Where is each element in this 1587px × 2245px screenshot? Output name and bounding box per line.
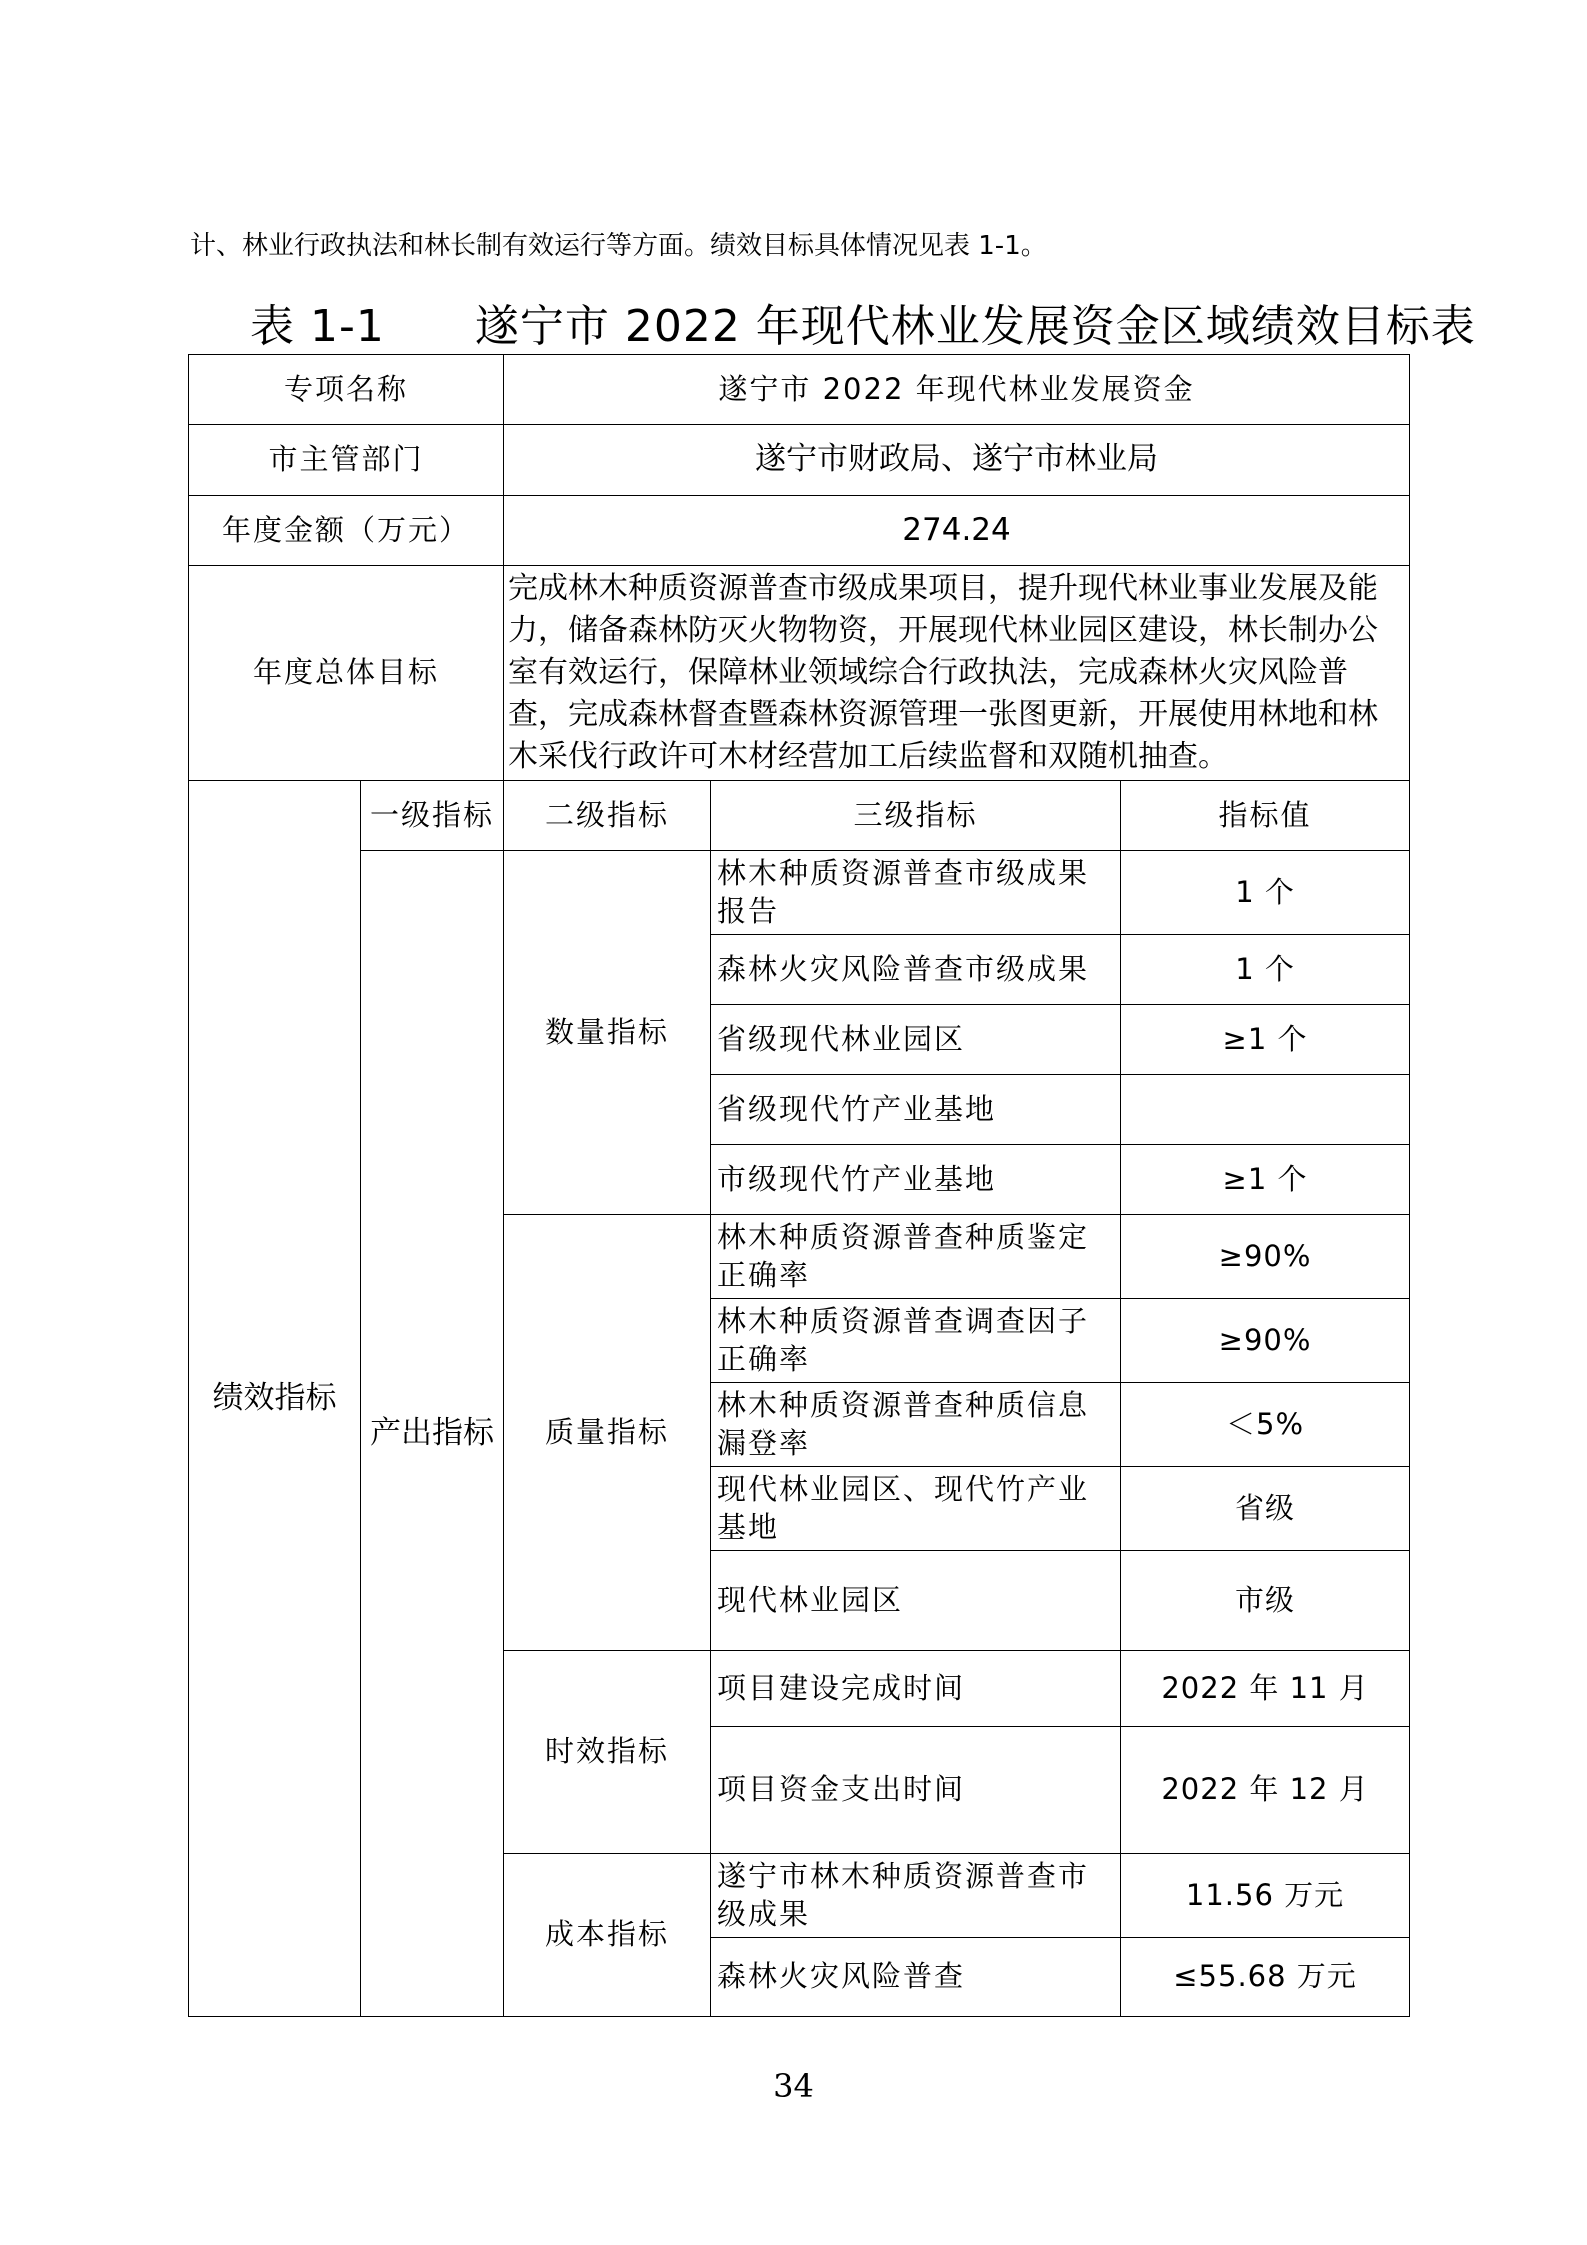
indicator-value: 1 个 [1121,935,1410,1005]
indicator-name: 市级现代竹产业基地 [711,1145,1121,1215]
indicator-value: 1 个 [1121,851,1410,935]
department-label: 市主管部门 [189,425,504,496]
header-level1: 一级指标 [361,781,504,851]
table-title [250,290,1476,354]
indicator-name: 林木种质资源普查调查因子正确率 [711,1299,1121,1383]
annual-goal-label: 年度总体目标 [189,566,504,781]
indicator-section-label: 绩效指标 [189,781,361,2017]
project-name-value: 遂宁市 2022 年现代林业发展资金 [504,355,1410,425]
indicator-value: 省级 [1121,1467,1410,1551]
department-value: 遂宁市财政局、遂宁市林业局 [504,425,1410,496]
intro-paragraph: 计、林业行政执法和林长制有效运行等方面。绩效目标具体情况见表 1-1。 [190,231,1047,261]
indicator-name: 项目资金支出时间 [711,1727,1121,1854]
indicator-value: 2022 年 11 月 [1121,1651,1410,1727]
indicator-name: 林木种质资源普查市级成果报告 [711,851,1121,935]
table-row [189,425,1410,496]
indicator-value: 市级 [1121,1551,1410,1651]
performance-target-table [188,354,1410,2017]
indicator-value: ≤55.68 万元 [1121,1938,1410,2017]
indicator-name: 森林火灾风险普查 [711,1938,1121,2017]
table-name: 遂宁市 2022 年现代林业发展资金区域绩效目标表 [474,301,1476,352]
annual-goal-value: 完成林木种质资源普查市级成果项目，提升现代林业事业发展及能力，储备森林防灭火物物资，开展现代林业园区建设，林长制办公室有效运行，保障林业领域综合行政执法，完成森林火灾风险普查，完成森林督查暨森林资源管理一张图更新，开展使用林地和林木采伐行政许可木材经营加工后续监督和双随机抽查。 [504,566,1410,781]
table-row [189,355,1410,425]
table-row [189,496,1410,566]
indicator-value: ≥1 个 [1121,1145,1410,1215]
indicator-name: 现代林业园区 [711,1551,1121,1651]
table-row [189,566,1410,781]
header-value: 指标值 [1121,781,1410,851]
table-row [189,851,1410,935]
indicator-value: 2022 年 12 月 [1121,1727,1410,1854]
group-quality: 质量指标 [504,1215,711,1651]
annual-amount-label: 年度金额（万元） [189,496,504,566]
indicator-name: 林木种质资源普查种质信息漏登率 [711,1383,1121,1467]
indicator-name: 省级现代林业园区 [711,1005,1121,1075]
indicator-name: 省级现代竹产业基地 [711,1075,1121,1145]
project-name-label: 专项名称 [189,355,504,425]
indicator-name: 项目建设完成时间 [711,1651,1121,1727]
indicator-name: 林木种质资源普查种质鉴定正确率 [711,1215,1121,1299]
level1-output-indicator: 产出指标 [361,851,504,2017]
table-number: 表 1-1 [250,301,385,352]
table-header-row [189,781,1410,851]
header-level3: 三级指标 [711,781,1121,851]
indicator-value: ≥90% [1121,1215,1410,1299]
indicator-value: ＜5% [1121,1383,1410,1467]
group-quantity: 数量指标 [504,851,711,1215]
indicator-value: ≥1 个 [1121,1005,1410,1075]
indicator-name: 现代林业园区、现代竹产业基地 [711,1467,1121,1551]
indicator-name: 遂宁市林木种质资源普查市级成果 [711,1854,1121,1938]
indicator-value [1121,1075,1410,1145]
indicator-name: 森林火灾风险普查市级成果 [711,935,1121,1005]
group-timeliness: 时效指标 [504,1651,711,1854]
page-number: 34 [773,2067,814,2105]
indicator-value: 11.56 万元 [1121,1854,1410,1938]
header-level2: 二级指标 [504,781,711,851]
group-cost: 成本指标 [504,1854,711,2017]
annual-amount-value: 274.24 [504,496,1410,566]
indicator-value: ≥90% [1121,1299,1410,1383]
